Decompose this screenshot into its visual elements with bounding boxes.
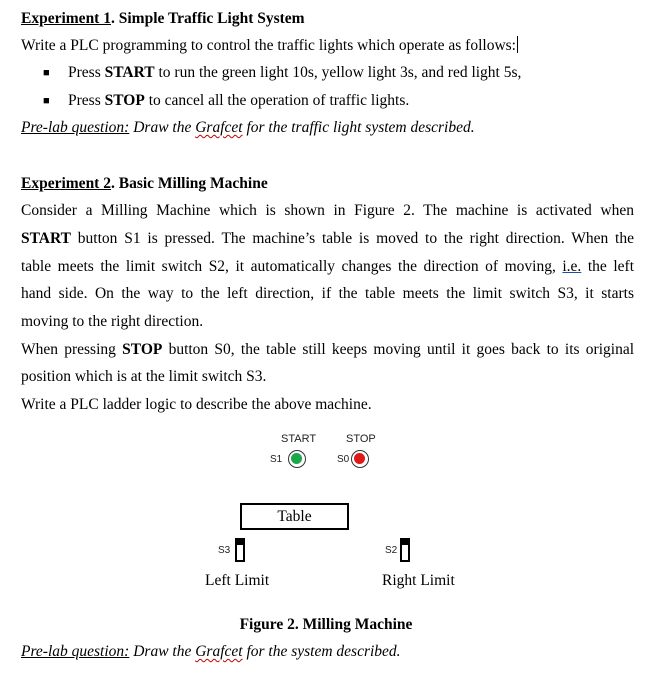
prelab-label: Pre-lab question: <box>21 643 130 660</box>
exp1-heading-label: Experiment 1 <box>21 10 111 27</box>
right-limit-switch <box>400 538 410 562</box>
exp2-p1-line1: Consider a Milling Machine which is shown in Figure 2. The machine is activated when <box>21 202 634 219</box>
exp1-intro[interactable] <box>21 36 518 56</box>
exp2-p1-line2 <box>21 229 634 249</box>
exp2-p2-line1 <box>21 340 634 360</box>
p2-line1-b: button S0, the table still keeps moving until it goes back to its original <box>162 341 634 358</box>
bullet-icon: ■ <box>43 95 50 107</box>
table-box <box>240 503 349 530</box>
exp2-p2-line2: position which is at the limit switch S3. <box>21 368 267 385</box>
prelab-label: Pre-lab question: <box>21 119 130 136</box>
ie-abbrev: i.e. <box>562 258 582 275</box>
prelab-text-a: Draw the <box>129 643 196 660</box>
bullet-key: START <box>104 64 155 81</box>
exp1-bullet-stop <box>68 91 409 111</box>
stop-button <box>351 450 369 468</box>
figure-caption: Figure 2. Milling Machine <box>239 616 413 633</box>
s0-label: S0 <box>337 454 350 465</box>
exp2-p1-line3 <box>21 257 634 277</box>
s1-label: S1 <box>270 454 283 465</box>
bullet-icon: ■ <box>43 67 50 79</box>
exp2-p1-line4: hand side. On the way to the left direction, if the table meets the limit switch S3, it starts <box>21 285 634 302</box>
stop-label: STOP <box>346 433 376 445</box>
left-limit-label: Left Limit <box>205 572 270 589</box>
exp2-p3: Write a PLC ladder logic to describe the above machine. <box>21 396 372 413</box>
prelab-text-a: Draw the <box>129 119 196 136</box>
left-limit-switch <box>235 538 245 562</box>
exp2-p1-line5: moving to the right direction. <box>21 313 204 330</box>
text-cursor <box>517 36 518 53</box>
start-button <box>288 450 306 468</box>
bullet-post: to run the green light 10s, yellow light 3s, and red light 5s, <box>154 64 522 81</box>
bullet-pre: Press <box>68 92 105 109</box>
exp1-prelab <box>21 118 475 138</box>
s2-label: S2 <box>385 545 398 556</box>
start-bold: START <box>21 230 71 247</box>
exp2-heading-title: Basic Milling Machine <box>118 175 268 192</box>
p1-line2-rest: button S1 is pressed. The machine’s table is moved to the right direction. When the <box>71 230 634 247</box>
exp2-heading: Experiment 2. Basic Milling Machine <box>21 175 268 192</box>
s3-label: S3 <box>218 545 231 556</box>
prelab-grafcet: Grafcet <box>195 119 243 136</box>
switch-lever <box>237 540 243 545</box>
prelab-text-b: for the traffic light system described. <box>242 119 475 136</box>
exp2-prelab <box>21 642 401 662</box>
bullet-key: STOP <box>104 92 145 109</box>
prelab-grafcet: Grafcet <box>195 643 243 660</box>
bullet-pre: Press <box>68 64 105 81</box>
stop-bold: STOP <box>122 341 163 358</box>
stop-light <box>354 453 365 464</box>
bullet-post: to cancel all the operation of traffic lights. <box>144 92 410 109</box>
exp2-heading-label: Experiment 2 <box>21 175 111 192</box>
p2-line1-a: When pressing <box>21 341 123 358</box>
prelab-text-b: for the system described. <box>242 643 401 660</box>
exp1-heading-title: Simple Traffic Light System <box>118 10 305 27</box>
start-label: START <box>281 433 317 445</box>
p1-line3-b: the left <box>581 258 634 275</box>
table-label: Table <box>277 508 312 525</box>
p1-line3-a: table meets the limit switch S2, it automatically changes the direction of moving, <box>21 258 563 275</box>
exp1-intro-text: Write a PLC programming to control the traffic lights which operate as follows: <box>21 37 516 54</box>
start-light <box>291 453 302 464</box>
exp1-heading: Experiment 1. Simple Traffic Light System <box>21 10 305 27</box>
switch-lever <box>402 540 408 545</box>
right-limit-label: Right Limit <box>382 572 455 589</box>
exp1-bullet-start <box>68 63 521 83</box>
